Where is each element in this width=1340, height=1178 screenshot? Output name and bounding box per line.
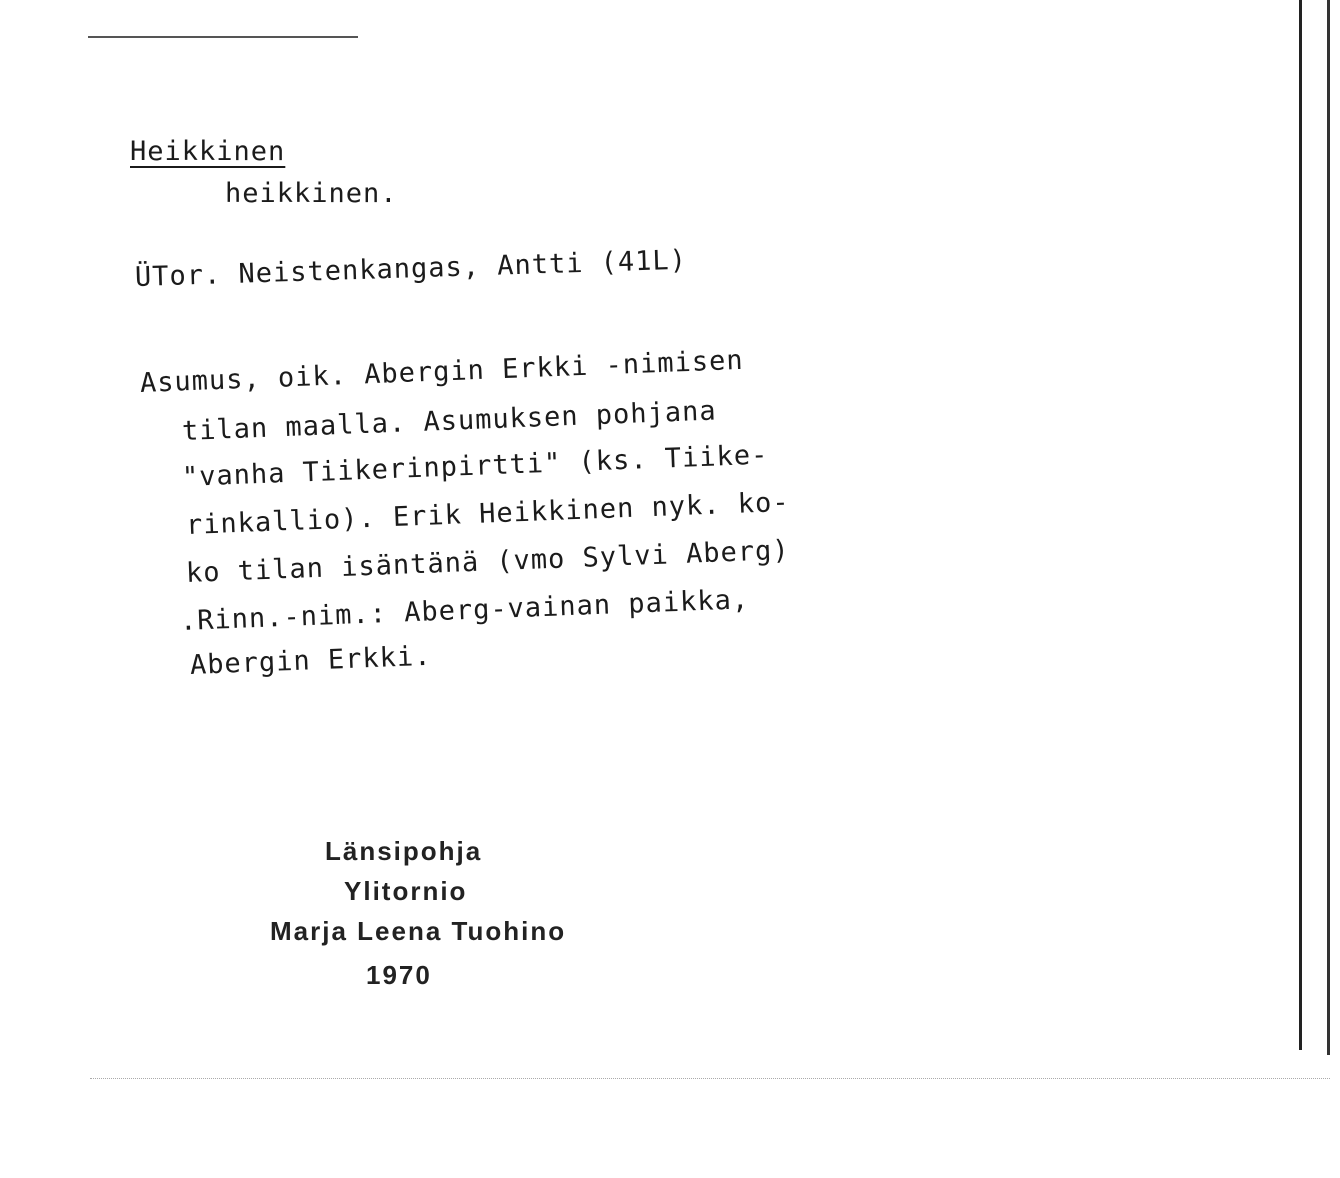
body-line: ko tilan isäntänä (vmo Sylvi Aberg)	[185, 534, 791, 589]
card-bottom-edge	[90, 1078, 1330, 1080]
card-right-edge	[1299, 0, 1302, 1050]
stamp-collector: Marja Leena Tuohino	[270, 916, 567, 946]
top-rule	[88, 36, 358, 38]
variant-form: heikkinen.	[225, 178, 398, 209]
card-right-edge-outer	[1327, 0, 1330, 1055]
body-line: "vanha Tiikerinpirtti" (ks. Tiike-	[181, 439, 769, 493]
headword: Heikkinen	[130, 136, 286, 167]
stamp-region: Länsipohja	[325, 836, 483, 866]
source-line: ÜTor. Neistenkangas, Antti (41L)	[134, 244, 688, 293]
stamp-year: 1970	[366, 960, 432, 990]
body-line: tilan maalla. Asumuksen pohjana	[181, 395, 718, 447]
body-line: .Rinn.-nim.: Aberg-vainan paikka,	[179, 584, 750, 637]
body-line: Asumus, oik. Abergin Erkki -nimisen	[139, 344, 745, 399]
body-line: Abergin Erkki.	[189, 640, 432, 681]
stamp-parish: Ylitornio	[344, 876, 468, 906]
body-line: rinkallio). Erik Heikkinen nyk. ko-	[185, 486, 791, 541]
